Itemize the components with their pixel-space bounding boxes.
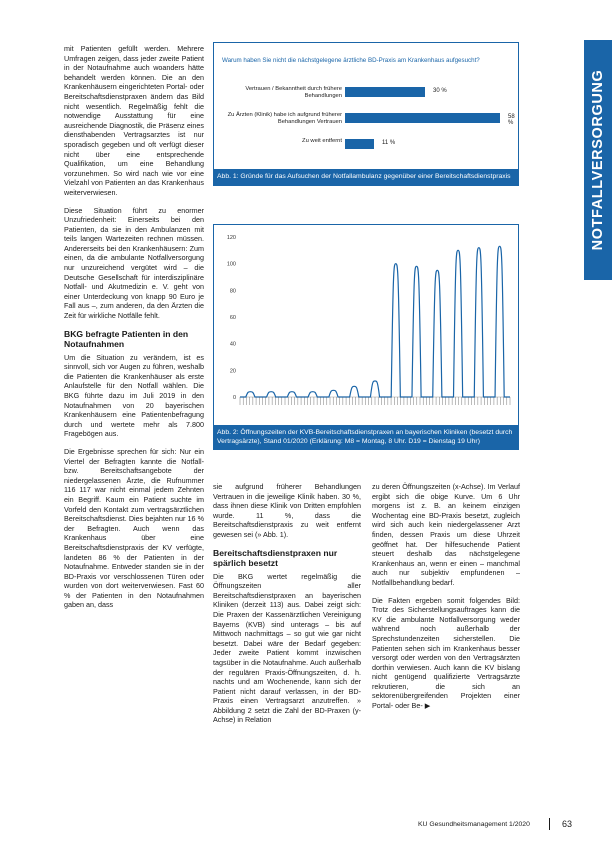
y-tick-label: 0 bbox=[232, 395, 236, 401]
section-tab bbox=[584, 40, 612, 280]
paragraph: Die Ergebnisse sprechen für sich: Nur ein Viertel der Befragten kannte die Notfall- bzw. Bereitschaftsangebote der niedergelassenen Ärzte, die Rufnummer 116 117 war nicht einmal jedem Zehnten ein Begriff. Kaum ein Patient suchte im Vorfeld den Kontakt zum vertragsärztlichen Bereitschaftsdienst. Dies bejahten nur 16 % der Befragten. Auch wenn das Krankenhaus über eine Bereitschaftsdienstpraxis der KV verfügte, landeten 86 % der Patienten in der Notaufnahme. Entweder standen sie in der BD-Praxis vor verschlossenen Türen oder wurden von dort weiterverwiesen. Fast 60 % der Patienten in den Notaufnahmen gaben an, dass bbox=[64, 446, 204, 610]
bar-label: Zu weit entfernt bbox=[302, 138, 342, 144]
opening-hours-chart bbox=[214, 225, 518, 423]
figure-1 bbox=[213, 42, 519, 186]
journal-name: KU Gesundheitsmanagement 1/2020 bbox=[418, 821, 530, 828]
bar-row bbox=[214, 139, 514, 149]
bar bbox=[345, 139, 374, 149]
paragraph: sie aufgrund früherer Behandlungen Vertrauen in die jeweilige Klinik haben. 30 %, dass ihnen diese Klinik von Dritten empfohlen wurde. 11 %, dass die Bereitschaftsdienstpraxis zu weit entfernt gewesen sei (» Abb. 1). bbox=[213, 482, 361, 539]
section-heading: Bereitschaftsdienstpraxen nur spärlich besetzt bbox=[213, 547, 338, 568]
bar bbox=[345, 113, 500, 123]
bar-row bbox=[214, 112, 515, 126]
figure-1-chart bbox=[213, 42, 519, 170]
figure-2 bbox=[213, 224, 519, 450]
text-column-1 bbox=[64, 44, 204, 618]
paragraph bbox=[372, 596, 520, 711]
text-column-3 bbox=[372, 482, 520, 719]
continue-arrow-icon: ▶ bbox=[424, 701, 431, 711]
bar-value: 30 % bbox=[433, 88, 447, 94]
bar-label: Vertrauen / Bekanntheit durch frühere Behandlungen bbox=[245, 86, 342, 99]
bar-label: Zu Ärzten (Klinik) habe ich aufgrund früherer Behandlungen Vertrauen bbox=[227, 112, 342, 125]
y-tick-label: 20 bbox=[229, 368, 236, 375]
bar-value: 11 % bbox=[382, 140, 396, 146]
bar-row bbox=[214, 87, 514, 97]
figure-1-question: Warum haben Sie nicht die nächstgelegene ärztliche BD-Praxis am Krankenhaus aufgesucht? bbox=[222, 57, 480, 64]
y-tick-label: 80 bbox=[229, 288, 236, 295]
text-column-2 bbox=[213, 482, 361, 733]
bar-value: 58 % bbox=[508, 114, 515, 126]
y-tick-label: 100 bbox=[226, 261, 236, 268]
figure-1-caption: Abb. 1: Gründe für das Aufsuchen der Notfallambulanz gegenüber einer Bereitschaftsdienstpraxis bbox=[213, 170, 519, 186]
paragraph: zu deren Öffnungszeiten (x-Achse). Im Verlauf ergibt sich die obige Kurve. Um 6 Uhr morgens ist z. B. an keinem einzigen Wochentag eine BD-Praxis besetzt, zugleich wird sich auch kein niedergelassener Arzt finden, dessen Praxis um diese Uhrzeit geöffnet hat. Der hilfesuchende Patient steuert deshalb das nächstgelegene Krankenhaus an, wenn er einen – manchmal auch nur subjektiv empfundenen – Notfallbehandlung bedarf. bbox=[372, 482, 520, 587]
bar bbox=[345, 87, 425, 97]
paragraph: Um die Situation zu verändern, ist es sinnvoll, sich vor Augen zu führen, weshalb die Patienten die Krankenhäuser als erste Anlaufstelle für den Notfall wählen. Die BKG führte dazu im Juli 2019 in den Notaufnahmen von 20 bayerischen Krankenhäusern eine Patientenbefragung durch und wertete mehr als 7.800 Fragebögen aus. bbox=[64, 352, 204, 439]
paragraph-text: Die Fakten ergeben somit folgendes Bild: Trotz des Sicherstellungsauftrages kann die KV die ambulante Notfallversorgung weder während noch außerhalb der Sprechstundenzeiten sicherstellen. Die Patienten sehen sich im Krankenhaus besser versorgt oder werden von den Vertragsärzten dorthin verwiesen. Auch kann die KV bislang nicht genügend qualifizierte Vertragsärzte rekrutieren, die sich an sektorenübergreifenden Projekten einer Portal- oder Be- bbox=[372, 595, 520, 711]
series-line bbox=[240, 246, 510, 397]
section-heading: BKG befragte Patienten in den Notaufnahmen bbox=[64, 328, 189, 349]
footer-divider bbox=[549, 818, 550, 830]
y-tick-label: 60 bbox=[229, 315, 236, 321]
figure-2-caption: Abb. 2: Öffnungszeiten der KVB-Bereitschaftsdienstpraxen an bayerischen Kliniken (besetzt durch Vertragsärzte), Stand 01/2020 (Erklärung: M8 = Montag, 8 Uhr. D19 = Dienstag 19 Uhr) bbox=[213, 426, 519, 450]
figure-2-chart bbox=[213, 224, 519, 426]
y-tick-label: 40 bbox=[229, 341, 236, 348]
y-tick-label: 120 bbox=[226, 235, 236, 241]
paragraph: Diese Situation führt zu enormer Unzufriedenheit: Einerseits bei den Patienten, da sie in den Ambulanzen mit teils langen Wartezeiten rechnen müssen. Andererseits bei den Krankenhäusern: Zum einen, da die ambulante Notfallversorgung nur unzureichend vergütet wird – die Deutsche Gesellschaft für interdisziplinäre Notfall- und Akutmedizin e. V. geht von einer Unterdeckung von knapp 90 Euro je Fall aus –, zum anderen, da den Ärzten die Zeit für wirkliche Notfälle fehlt. bbox=[64, 205, 204, 321]
paragraph: Die BKG wertet regelmäßig die Öffnungszeiten aller Bereitschaftsdienstpraxen an bayerischen Kliniken (derzeit 113) aus. Dabei zeigt sich: Die Praxen der Kassenärztlichen Vereinigung Bayerns (KVB) sind unterags – bis auf Mittwoch nachmittags – so gut wie gar nicht besetzt. Dabei wäre der Bedarf gegeben: Jeder zweite Patient kommt inzwischen tagsüber in die Notaufnahme. Auch außerhalb der regulären Praxis-Öffnungszeiten, d. h. nachts und am Wochenende, kann sich der Patient nicht darauf verlassen, in der BD-Praxis einen Vertragsarzt anzutreffen. » Abbildung 2 setzt die Zahl der BD-Praxen (y-Achse) in Relation bbox=[213, 571, 361, 725]
section-tab-label: NOTFALLVERSORGUNG bbox=[590, 69, 606, 251]
paragraph: mit Patienten gefüllt werden. Mehrere Umfragen zeigen, dass jeder zweite Patient in der Notaufnahme auch woanders hätte behandelt werden können. Die an den Krankenhäusern eingerichteten Portal- oder Bereitschaftsdienstpraxen ändern das Bild nicht wesentlich. Regelmäßig fehlt die notwendige Ausstattung für eine ausreichende Diagnostik, die Präsenz eines diensthabenden Vertragsarztes ist nur sporadisch gegeben und oft verfügt dieser nicht über eine entsprechende Qualifikation, um eine Behandlung vorzunehmen. So wird nach wie vor eine Vielzahl von Patienten an das Krankenhaus weiterverwiesen. bbox=[64, 44, 204, 197]
page-number: 63 bbox=[562, 819, 573, 829]
page-footer bbox=[400, 818, 600, 832]
